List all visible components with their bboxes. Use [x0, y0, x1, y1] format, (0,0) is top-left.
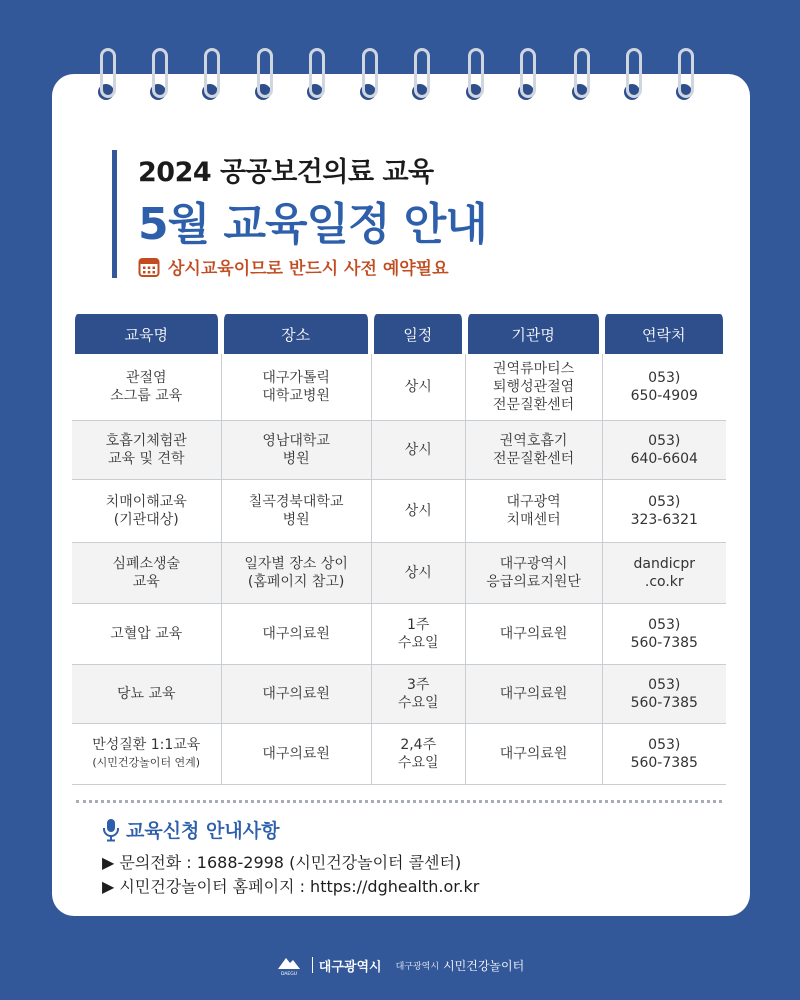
ring-wire [626, 48, 642, 98]
cell-line: 퇴행성관절염 [493, 379, 575, 395]
cell-name [72, 724, 221, 785]
spiral-ring [255, 48, 271, 100]
cell-schedule [371, 724, 465, 785]
cell-name [72, 421, 221, 480]
table-row [72, 543, 726, 604]
cell-line: dandicpr [633, 556, 695, 572]
ring-wire [152, 48, 168, 98]
cell-line: 053) [648, 737, 681, 753]
cell-schedule [371, 543, 465, 604]
cell-line: 수요일 [397, 635, 439, 651]
ring-wire [362, 48, 378, 98]
cell-line: 소그룹 교육 [110, 388, 183, 404]
cell-line: 호흡기체험관 [105, 433, 187, 449]
cell-line: 053) [648, 677, 681, 693]
cell-line: 전문질환센터 [493, 451, 575, 467]
cell-contact [602, 354, 726, 421]
footer-center: 시민건강놀이터 [443, 958, 525, 973]
cell-line: 대학교병원 [262, 388, 330, 404]
cell-line: 323-6321 [630, 512, 698, 528]
cell-line: 상시 [404, 442, 432, 458]
cell-line: 치매이해교육 [105, 494, 187, 510]
page-title: 5월 교육일정 안내 [138, 199, 487, 250]
table-row [72, 421, 726, 480]
table-row [72, 724, 726, 785]
ring-wire [257, 48, 273, 98]
ring-wire [468, 48, 484, 98]
spiral-ring [518, 48, 534, 100]
column-header-org: 기관명 [465, 314, 602, 354]
cell-line: 치매센터 [506, 512, 561, 528]
spiral-ring [572, 48, 588, 100]
cell-line: (홈페이지 참고) [247, 574, 345, 590]
spiral-ring [412, 48, 428, 100]
cell-line: 대구의료원 [262, 626, 330, 642]
logo-text: DAEGU [280, 972, 297, 976]
cell-line: 교육 및 견학 [107, 451, 185, 467]
info-phone: ▶ 문의전화 : 1688-2998 (시민건강놀이터 콜센터) [102, 853, 462, 872]
cell-line: 당뇨 교육 [116, 686, 176, 702]
cell-line: 상시 [404, 379, 432, 395]
cell-place [221, 604, 371, 665]
cell-line: 대구광역시 [499, 556, 568, 572]
cell-org [465, 665, 602, 724]
cell-line: 대구의료원 [262, 686, 330, 702]
cell-line: 대구의료원 [499, 686, 568, 702]
cell-contact [602, 604, 726, 665]
spiral-ring [98, 48, 114, 100]
cell-line: (기관대상) [113, 512, 179, 528]
microphone-icon [102, 818, 120, 842]
cell-line: 1주 [407, 617, 430, 633]
cell-line: 상시 [404, 565, 432, 581]
cell-line: 640-6604 [630, 451, 698, 467]
info-section-title [102, 816, 279, 843]
cell-line: 교육 [132, 574, 160, 590]
cell-name [72, 480, 221, 543]
cell-org [465, 543, 602, 604]
cell-line: 상시 [404, 503, 432, 519]
ring-wire [204, 48, 220, 98]
column-header-contact: 연락처 [602, 314, 726, 354]
cell-line: 전문질환센터 [493, 397, 575, 413]
column-header-place: 장소 [221, 314, 371, 354]
cell-line: (시민건강놀이터 연계) [92, 756, 201, 769]
ring-wire [100, 48, 116, 98]
cell-line: 2,4주 [400, 737, 437, 753]
column-header-name: 교육명 [72, 314, 221, 354]
cell-line: 수요일 [397, 755, 439, 771]
cell-line: 대구의료원 [499, 746, 568, 762]
footer-city: 대구광역시 [318, 959, 382, 975]
cell-contact [602, 724, 726, 785]
cell-place [221, 543, 371, 604]
cell-line: 650-4909 [630, 388, 698, 404]
cell-place [221, 724, 371, 785]
cell-line: 만성질환 1:1교육 [92, 737, 201, 753]
spiral-ring [150, 48, 166, 100]
cell-schedule [371, 421, 465, 480]
cell-line: 관절염 [125, 370, 167, 386]
notice-text: 상시교육이므로 반드시 사전 예약필요 [168, 259, 449, 279]
spiral-ring [360, 48, 376, 100]
info-title-text: 교육신청 안내사항 [126, 820, 280, 842]
spiral-ring [202, 48, 218, 100]
ring-wire [309, 48, 325, 98]
cell-contact [602, 480, 726, 543]
cell-line: 053) [648, 433, 681, 449]
table-row [72, 480, 726, 543]
footer-divider [312, 957, 313, 973]
cell-line: 560-7385 [630, 755, 698, 771]
cell-line: 053) [648, 370, 681, 386]
subtitle: 2024 공공보건의료 교육 [138, 157, 434, 188]
cell-line: 일자별 장소 상이 [244, 556, 348, 572]
footer-org-small: 대구광역시 [395, 961, 440, 972]
cell-line: 560-7385 [630, 635, 698, 651]
dotted-divider [76, 800, 722, 803]
table-row [72, 665, 726, 724]
spiral-ring [466, 48, 482, 100]
table-row [72, 604, 726, 665]
cell-line: 560-7385 [630, 695, 698, 711]
cell-org [465, 480, 602, 543]
ring-wire [414, 48, 430, 98]
column-header-schedule: 일정 [371, 314, 465, 354]
cell-line: 053) [648, 494, 681, 510]
cell-line: .co.kr [644, 574, 684, 590]
cell-contact [602, 665, 726, 724]
cell-place [221, 665, 371, 724]
cell-line: 053) [648, 617, 681, 633]
cell-org [465, 724, 602, 785]
cell-line: 권역류마티스 [493, 361, 575, 377]
cell-line: 병원 [282, 512, 310, 528]
daegu-logo-icon [276, 954, 302, 976]
cell-schedule [371, 480, 465, 543]
cell-line: 대구의료원 [262, 746, 330, 762]
reservation-notice [138, 254, 449, 279]
table-row [72, 354, 726, 421]
cell-contact [602, 543, 726, 604]
cell-line: 수요일 [397, 695, 439, 711]
schedule-table [72, 314, 726, 785]
spiral-ring [307, 48, 323, 100]
title-accent-bar [112, 150, 117, 278]
cell-line: 영남대학교 [262, 433, 330, 449]
cell-name [72, 604, 221, 665]
cell-line: 병원 [282, 451, 310, 467]
cell-contact [602, 421, 726, 480]
cell-line: 칠곡경북대학교 [248, 494, 344, 510]
cell-place [221, 480, 371, 543]
table-header-row [72, 314, 726, 354]
cell-name [72, 543, 221, 604]
cell-line: 권역호흡기 [499, 433, 568, 449]
ring-wire [574, 48, 590, 98]
cell-place [221, 421, 371, 480]
cell-schedule [371, 665, 465, 724]
cell-place [221, 354, 371, 421]
cell-line: 대구의료원 [499, 626, 568, 642]
cell-org [465, 604, 602, 665]
cell-line: 3주 [407, 677, 430, 693]
cell-schedule [371, 604, 465, 665]
ring-wire [678, 48, 694, 98]
spiral-ring [676, 48, 692, 100]
cell-name [72, 665, 221, 724]
cell-line: 심폐소생술 [112, 556, 181, 572]
cell-schedule [371, 354, 465, 421]
cell-line: 대구광역 [506, 494, 561, 510]
cell-org [465, 421, 602, 480]
footer [0, 940, 800, 990]
info-homepage[interactable]: ▶ 시민건강놀이터 홈페이지 : https://dghealth.or.kr [102, 877, 480, 896]
ring-wire [520, 48, 536, 98]
spiral-ring [624, 48, 640, 100]
cell-line: 응급의료지원단 [486, 574, 581, 590]
cell-line: 대구가톨릭 [262, 370, 330, 386]
cell-name [72, 354, 221, 421]
calendar-icon [138, 256, 160, 278]
cell-org [465, 354, 602, 421]
cell-line: 고혈압 교육 [110, 626, 183, 642]
